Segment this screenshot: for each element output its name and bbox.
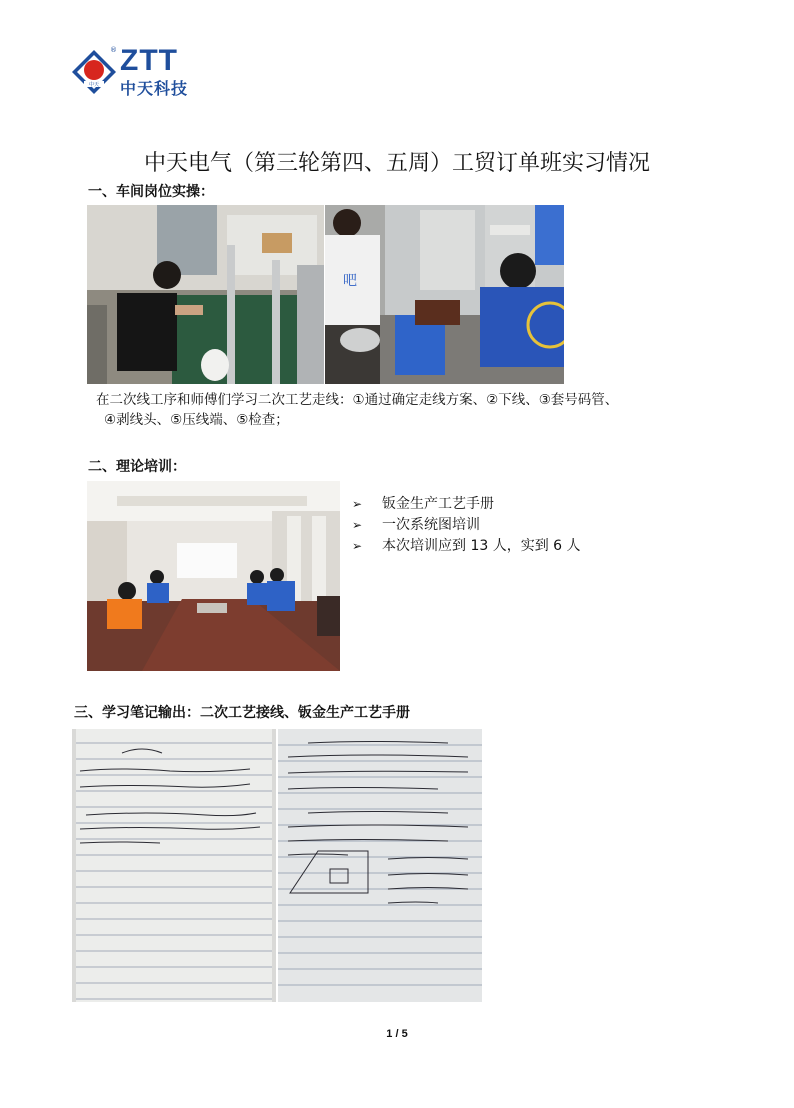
workshop-photo-right [325, 205, 564, 384]
logo-brand-zh: 中天科技 [120, 79, 189, 98]
list-item [352, 515, 581, 536]
workshop-description-line-1: 在二次线工序和师傅们学习二次工艺走线：①通过确定走线方案、②下线、③套号码管、 [96, 392, 619, 408]
section-heading-training: 二、理论培训： [88, 459, 186, 475]
logo-brand-en: ZTT [120, 44, 178, 77]
svg-text:吧: 吧 [343, 273, 357, 289]
bullet-arrow-icon: ➢ [352, 518, 363, 532]
notebook-photo-left [72, 729, 276, 1002]
section-heading-workshop: 一、车间岗位实操： [88, 184, 214, 200]
bullet-arrow-icon: ➢ [352, 497, 363, 511]
bullet-text: 钣金生产工艺手册 [382, 496, 494, 512]
bullet-text: 一次系统图培训 [382, 517, 480, 533]
bullet-text: 本次培训应到 13 人，实到 6 人 [382, 538, 581, 554]
page-title: 中天电气（第三轮第四、五周）工贸订单班实习情况 [143, 151, 650, 176]
ztt-logo-icon [70, 48, 118, 96]
workshop-description [96, 390, 736, 430]
list-item [352, 494, 581, 515]
training-bullet-list [352, 494, 581, 557]
notebook-photo-right [278, 729, 482, 1002]
list-item [352, 536, 581, 557]
page-number: 1 / 5 [386, 1028, 408, 1040]
registered-mark: ® [110, 46, 117, 54]
training-room-photo [87, 481, 340, 671]
logo-mark-text: 中天 [88, 82, 100, 88]
section-heading-notes: 三、学习笔记输出：二次工艺接线、钣金生产工艺手册 [74, 705, 410, 721]
workshop-photo-left [87, 205, 324, 384]
workshop-description-line-2: ④剥线头、⑤压线端、⑤检查； [104, 412, 289, 428]
company-logo [70, 44, 210, 104]
bullet-arrow-icon: ➢ [352, 539, 363, 553]
